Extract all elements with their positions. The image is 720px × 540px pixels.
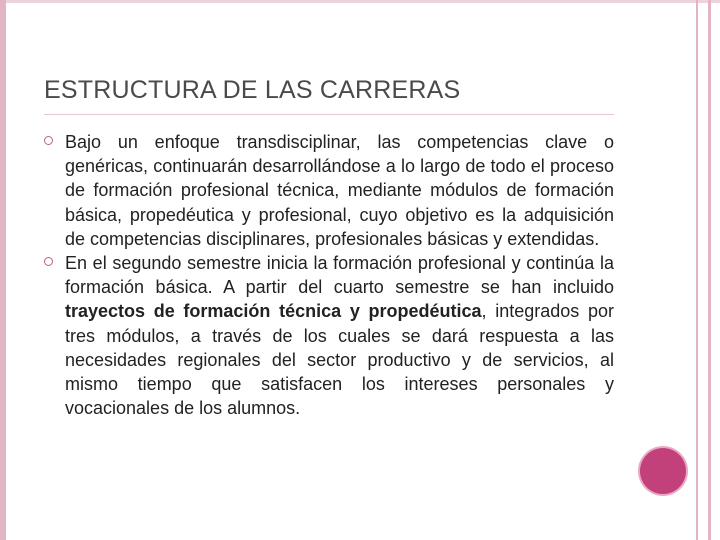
bullet-item: [44, 251, 614, 420]
decorative-circle: [640, 448, 686, 494]
frame-top-line: [0, 0, 720, 3]
bullet-segment: , integrados por tres módulos, a través de los cuales se dará respuesta a las necesidades regionales del sector productivo y de servicios, al mismo tiempo que satisfacen los intereses personales y vocacionales de los alumnos.: [65, 301, 614, 419]
frame-right-outer-line: [708, 0, 711, 540]
bullet-circle-icon: [44, 257, 53, 266]
bullet-circle-icon: [44, 136, 53, 145]
bullet-list: [44, 130, 614, 420]
slide-title: ESTRUCTURA DE LAS CARRERAS: [44, 76, 461, 104]
bullet-segment-bold: trayectos de formación técnica y propedéutica: [65, 301, 482, 322]
bullet-item: [44, 130, 614, 251]
bullet-segment: En el segundo semestre inicia la formación profesional y continúa la formación básica. A partir del cuarto semestre se han incluido: [65, 253, 614, 298]
bullet-segment: Bajo un enfoque transdisciplinar, las competencias clave o genéricas, continuarán desarrollándose a lo largo de todo el proceso de formación profesional técnica, mediante módulos de formación básica, propedéutica y profesional, cuyo objetivo es la adquisición de competencias disciplinares, profesionales básicas y extendidas.: [65, 132, 614, 249]
bullet-text: [65, 253, 614, 418]
frame-left-border: [0, 0, 6, 540]
bullet-text: [65, 132, 614, 249]
frame-right-inner-line: [696, 0, 698, 540]
title-divider: [44, 114, 614, 115]
